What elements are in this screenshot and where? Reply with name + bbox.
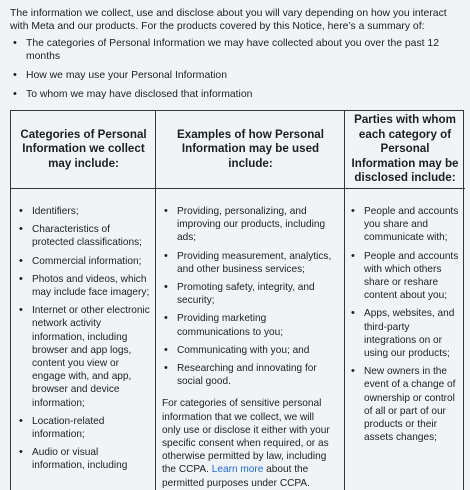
category-item: • Characteristics of protected classifications; xyxy=(17,223,153,249)
party-item: • People and accounts with which others share or reshare content about you; xyxy=(349,250,462,303)
summary-item: • The categories of Personal Information we may have collected about you over the past 12 months xyxy=(10,37,462,63)
party-item: • People and accounts you share and communicate with; xyxy=(349,205,462,245)
use-item: • Providing marketing communications to you; xyxy=(162,312,335,338)
sensitive-info-note xyxy=(162,397,335,489)
parties-header: Parties with whom each category of Personal Information may be disclosed include: xyxy=(345,111,465,189)
learn-more-link[interactable]: Learn more xyxy=(211,464,264,476)
party-item: • New owners in the event of a change of ownership or control of all or part of our products or their assets changes; xyxy=(349,365,462,444)
use-item: • Promoting safety, integrity, and security; xyxy=(162,281,335,307)
category-item: • Audio or visual information, including xyxy=(17,446,153,472)
use-item: • Providing measurement, analytics, and other business services; xyxy=(162,250,335,276)
note-text-end: about the permitted purposes under CCPA. xyxy=(162,464,310,489)
category-item: • Commercial information; xyxy=(17,255,153,268)
intro-paragraph: The information we collect, use and disclose about you will vary depending on how you interact with Meta and our products. For the products covered by this Notice, here’s a summary of: xyxy=(10,8,447,33)
category-item: • Internet or other electronic network activity information, including browser and app logs, content you view or engage with, and app, browser and device information; xyxy=(17,304,153,410)
parties-column xyxy=(344,111,465,490)
parties-list xyxy=(349,205,462,444)
uses-header: Examples of how Personal Information may be used include: xyxy=(156,111,345,189)
uses-column xyxy=(155,111,345,490)
summary-list xyxy=(10,37,462,106)
uses-list xyxy=(162,205,335,388)
use-item: • Researching and innovating for social good. xyxy=(162,362,335,388)
summary-item: • How we may use your Personal Information xyxy=(10,69,462,82)
categories-column xyxy=(10,111,156,490)
categories-header: Categories of Personal Information we collect may include: xyxy=(11,111,156,189)
uses-cell xyxy=(156,189,345,490)
categories-list xyxy=(17,205,153,473)
party-item: • Apps, websites, and third-party integrations on or using our products; xyxy=(349,307,462,360)
category-item: • Photos and videos, which may include face imagery; xyxy=(17,273,153,299)
note-text: For categories of sensitive personal information that we collect, we will only use or disclose it either with your specific consent when required, or as otherwise permitted by law, including the CCPA. xyxy=(162,398,330,476)
categories-cell xyxy=(11,189,156,478)
use-item: • Providing, personalizing, and improving our products, including ads; xyxy=(162,205,335,245)
parties-cell xyxy=(345,189,465,449)
information-table xyxy=(10,110,464,490)
category-item: • Location-related information; xyxy=(17,415,153,441)
use-item: • Communicating with you; and xyxy=(162,344,335,357)
category-item: • Identifiers; xyxy=(17,205,153,218)
summary-item: • To whom we may have disclosed that information xyxy=(10,88,462,101)
